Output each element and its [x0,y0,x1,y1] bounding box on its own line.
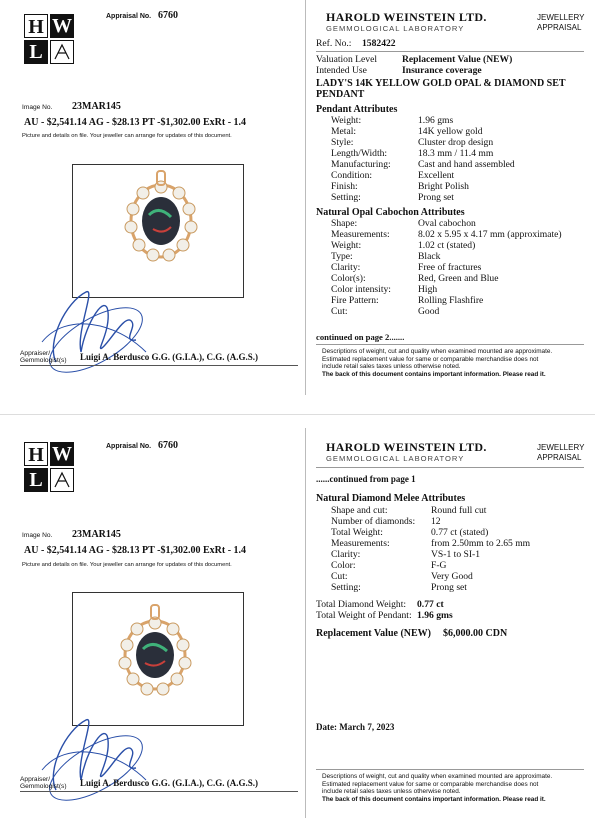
gemmologist-label: Gemmologist(s) [20,357,67,364]
image-no-label: Image No. [22,104,53,111]
image-no: 23MAR145 [72,529,121,540]
disclaimer-line-3: include retail sales taxes unless otherwise noted. [322,363,461,371]
attribute-row [331,240,591,251]
appraiser-name: Luigi A. Berdusco G.G. (G.I.A.), C.G. (A.G.S.) [80,352,259,362]
attribute-label: Weight: [331,115,362,126]
appraisal-no-label: Appraisal No. [106,443,152,450]
appraisal-no-label: Appraisal No. [106,13,152,20]
valuation-label: Valuation Level [316,54,378,65]
page-divider [305,428,306,818]
attribute-label: Condition: [331,170,373,181]
ref-no: 1582422 [362,38,396,49]
attribute-label: Length/Width: [331,148,388,159]
attribute-value: F-G [431,560,447,571]
attribute-value: Black [418,251,441,262]
appraiser-label: Appraiser/ [20,776,51,783]
disclaimer-line-1: Descriptions of weight, cut and quality when examined mounted are approximate. [322,348,553,355]
replacement-value: $6,000.00 CDN [443,628,508,639]
appraisal-label: APPRAISAL [537,23,582,32]
appraisal-date: Date: March 7, 2023 [316,722,395,732]
signature-icon [36,710,156,810]
disclaimer [322,348,584,378]
attribute-row [331,192,591,203]
attribute-row [331,516,591,527]
opal-attributes-list [331,218,591,318]
appraiser-label: Appraiser/ [20,350,51,357]
appraiser-line [20,791,298,792]
attribute-value: 12 [431,516,441,527]
item-title: LADY'S 14K YELLOW GOLD OPAL & DIAMOND SET [316,78,566,89]
company-name: HAROLD WEINSTEIN LTD. [326,10,487,24]
diamond-attributes-list [331,505,591,595]
logo-l: L [24,468,48,492]
attribute-label: Shape: [331,218,358,229]
attribute-value: 0.77 ct (stated) [431,527,489,538]
attribute-label: Cut: [331,571,348,582]
replacement-label: Replacement Value (NEW) [316,628,431,639]
attribute-label: Shape and cut: [331,505,388,516]
appraiser-name: Luigi A. Berdusco G.G. (G.I.A.), C.G. (A.G.S.) [80,778,259,788]
header-line [316,467,584,468]
attribute-label: Style: [331,137,354,148]
attribute-value: Prong set [418,192,454,203]
appraisal-no: 6760 [158,10,178,21]
gemmologist-label: Gemmologist(s) [20,783,67,790]
attribute-value: Free of fractures [418,262,482,273]
disclaimer-line-1: Descriptions of weight, cut and quality when examined mounted are approximate. [322,773,553,780]
appraiser-line [20,365,298,366]
item-title-line2: PENDANT [316,89,365,100]
use-label: Intended Use [316,65,367,76]
disclaimer-line-2: Estimated replacement value for same or comparable merchandise does not [322,355,539,363]
attribute-row [331,549,591,560]
attribute-row [331,262,591,273]
continued-from-note: ......continued from page 1 [316,474,416,484]
attribute-label: Clarity: [331,549,361,560]
picture-note: Picture and details on file. Your jeweller can arrange for updates of this document. [22,562,232,568]
metal-prices: AU - $2,541.14 AG - $28.13 PT -$1,302.00 ExRt - 1.4 [24,117,247,128]
attribute-value: 8.02 x 5.95 x 4.17 mm (approximate) [418,229,562,240]
continued-note: continued on page 2....... [316,332,405,342]
total-diamond-label: Total Diamond Weight: [316,599,407,610]
attribute-label: Measurements: [331,538,390,549]
attribute-row [331,571,591,582]
attribute-row [331,159,591,170]
attribute-row [331,148,591,159]
attribute-row [331,170,591,181]
attribute-value: Prong set [431,582,467,593]
appraisal-page-2 [0,428,595,820]
attribute-label: Clarity: [331,262,361,273]
total-diamond-value: 0.77 ct [417,599,444,610]
opal-diamond-pendant-icon [73,593,243,725]
appraisal-label: APPRAISAL [537,453,582,462]
attribute-row [331,251,591,262]
attribute-label: Type: [331,251,353,262]
attribute-label: Cut: [331,306,348,317]
pendant-attributes-list [331,115,591,205]
logo-h: H [24,14,48,38]
header-line [316,51,584,52]
attribute-row [331,295,591,306]
valuation-value: Replacement Value (NEW) [402,54,513,65]
logo-l: L [24,40,48,64]
attribute-label: Color: [331,560,356,571]
attribute-label: Metal: [331,126,357,137]
attribute-row [331,229,591,240]
attribute-value: Red, Green and Blue [418,273,499,284]
opal-attributes-header: Natural Opal Cabochon Attributes [316,207,465,218]
attribute-label: Fire Pattern: [331,295,379,306]
logo-mark-icon [50,468,74,492]
attribute-label: Manufacturing: [331,159,391,170]
attribute-row [331,218,591,229]
jewellery-label: JEWELLERY [537,443,585,452]
attribute-value: 1.02 ct (stated) [418,240,476,251]
attribute-label: Total Weight: [331,527,383,538]
attribute-label: Measurements: [331,229,390,240]
use-value: Insurance coverage [402,65,482,76]
attribute-value: 1.96 gms [418,115,454,126]
disclaimer-line-2: Estimated replacement value for same or comparable merchandise does not [322,780,539,788]
attribute-label: Setting: [331,192,361,203]
attribute-value: 14K yellow gold [418,126,483,137]
attribute-value: High [418,284,438,295]
attribute-value: VS-1 to SI-1 [431,549,481,560]
total-pendant-label: Total Weight of Pendant: [316,610,412,621]
pendant-photo [72,164,244,298]
attribute-row [331,284,591,295]
attribute-value: from 2.50mm to 2.65 mm [431,538,531,549]
attribute-row [331,137,591,148]
attribute-row [331,306,591,317]
attribute-row [331,560,591,571]
attribute-label: Setting: [331,582,361,593]
disclaimer-line-4: The back of this document contains important information. Please read it. [322,370,546,378]
logo-w: W [52,443,72,465]
attribute-label: Weight: [331,240,362,251]
attribute-value: Excellent [418,170,455,181]
lab-name: GEMMOLOGICAL LABORATORY [326,24,465,33]
metal-prices: AU - $2,541.14 AG - $28.13 PT -$1,302.00 ExRt - 1.4 [24,545,247,556]
diamond-attributes-header: Natural Diamond Melee Attributes [316,493,466,504]
hwl-logo [24,442,76,494]
attribute-row [331,538,591,549]
attribute-value: 18.3 mm / 11.4 mm [418,148,494,159]
total-pendant-value: 1.96 gms [417,610,453,621]
attribute-label: Finish: [331,181,358,192]
appraisal-no: 6760 [158,440,178,451]
logo-mark-icon [50,40,74,64]
attribute-value: Cast and hand assembled [418,159,515,170]
disclaimer [322,773,584,803]
disclaimer-line-3: include retail sales taxes unless otherwise noted. [322,788,461,796]
opal-diamond-pendant-icon [73,165,243,297]
attribute-value: Oval cabochon [418,218,476,229]
logo-w: W [52,15,72,37]
attribute-value: Very Good [431,571,473,582]
attribute-label: Color intensity: [331,284,391,295]
ref-label: Ref. No.: [316,38,352,49]
picture-note: Picture and details on file. Your jeweller can arrange for updates of this document. [22,133,232,139]
jewellery-label: JEWELLERY [537,13,585,22]
image-no-label: Image No. [22,532,53,539]
pendant-attributes-header: Pendant Attributes [316,104,398,115]
signature-icon [36,282,156,382]
attribute-value: Good [418,306,440,317]
attribute-row [331,126,591,137]
image-no: 23MAR145 [72,101,121,112]
attribute-label: Number of diamonds: [331,516,416,527]
sheet-separator [0,414,595,415]
attribute-value: Rolling Flashfire [418,295,484,306]
attribute-row [331,273,591,284]
attribute-label: Color(s): [331,273,366,284]
attribute-row [331,115,591,126]
lab-name: GEMMOLOGICAL LABORATORY [326,454,465,463]
logo-h: H [24,442,48,466]
appraisal-page-1 [0,0,595,408]
attribute-value: Round full cut [431,505,487,516]
attribute-row [331,527,591,538]
attribute-row [331,582,591,593]
hwl-logo [24,14,76,66]
page-divider [305,0,306,395]
pendant-photo [72,592,244,726]
attribute-value: Cluster drop design [418,137,494,148]
disclaimer-line-4: The back of this document contains important information. Please read it. [322,795,546,803]
disclaimer-line [316,769,584,770]
disclaimer-line [316,344,584,345]
attribute-value: Bright Polish [418,181,469,192]
company-name: HAROLD WEINSTEIN LTD. [326,440,487,454]
attribute-row [331,181,591,192]
attribute-row [331,505,591,516]
